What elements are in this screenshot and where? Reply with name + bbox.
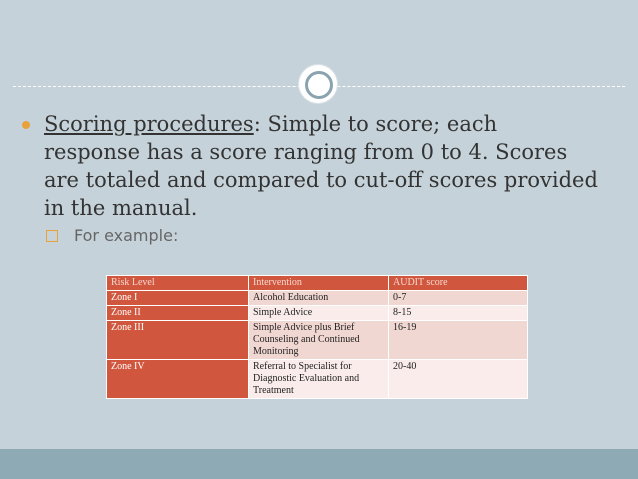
cell-risk-level: Zone I xyxy=(107,291,249,306)
cell-intervention: Alcohol Education xyxy=(249,291,389,306)
bullet-description: : Simple to score; each response has a score ranging from 0 to 4. Scores are totaled and compared to cut-off scores provided in the manual. xyxy=(44,112,598,220)
sub-bullet-text: For example: xyxy=(74,226,179,245)
bullet-text xyxy=(44,110,599,222)
header-intervention: Intervention xyxy=(249,276,389,291)
table-row xyxy=(107,360,528,399)
table-header-row xyxy=(107,276,528,291)
header-audit-score: AUDIT score xyxy=(389,276,528,291)
table-row xyxy=(107,291,528,306)
cell-risk-level: Zone II xyxy=(107,306,249,321)
circle-ring xyxy=(305,71,333,99)
bullet-dot-icon xyxy=(22,121,30,129)
audit-risk-table xyxy=(106,275,528,399)
cell-audit-score: 0-7 xyxy=(389,291,528,306)
cell-audit-score: 16-19 xyxy=(389,321,528,360)
table-row xyxy=(107,321,528,360)
cell-intervention: Simple Advice plus Brief Counseling and Continued Monitoring xyxy=(249,321,389,360)
cell-risk-level: Zone III xyxy=(107,321,249,360)
cell-audit-score: 20-40 xyxy=(389,360,528,399)
slide-body xyxy=(22,110,612,245)
cell-intervention: Referral to Specialist for Diagnostic Evaluation and Treatment xyxy=(249,360,389,399)
cell-risk-level: Zone IV xyxy=(107,360,249,399)
table-row xyxy=(107,306,528,321)
sub-bullet xyxy=(46,226,612,245)
header-risk-level: Risk Level xyxy=(107,276,249,291)
title-divider-circle-icon xyxy=(299,65,337,103)
square-bullet-icon xyxy=(46,230,58,242)
footer-bar xyxy=(0,449,638,479)
bullet-term: Scoring procedures xyxy=(44,112,254,136)
cell-audit-score: 8-15 xyxy=(389,306,528,321)
cell-intervention: Simple Advice xyxy=(249,306,389,321)
bullet-scoring xyxy=(22,110,612,222)
